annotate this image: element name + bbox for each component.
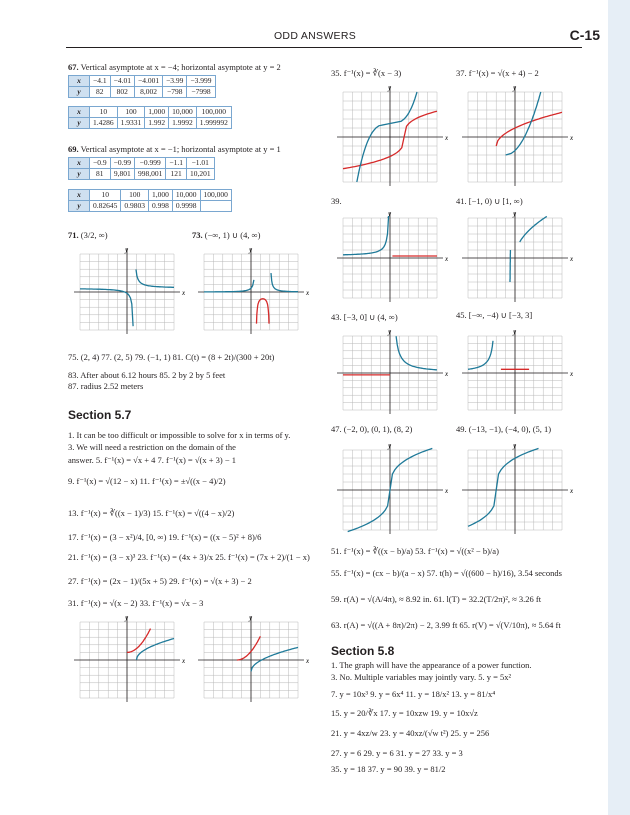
curve [496, 112, 562, 146]
header-rule [66, 47, 582, 48]
x-axis-label: x [570, 487, 574, 495]
answer-5-7-27: 27. f⁻¹(x) = (2x − 1)/(5x + 5) 29. f⁻¹(x) = √(x + 3) − 2 [68, 576, 252, 586]
answer-5-7-21: 21. f⁻¹(x) = (3 − x)³ 23. f⁻¹(x) = (4x + 3)/x 25. f⁻¹(x) = (7x + 2)/(1 − x) [68, 552, 310, 562]
x-axis-label: x [445, 255, 449, 263]
curve [237, 636, 261, 660]
curve [520, 216, 547, 242]
graph-35 [331, 82, 449, 188]
answer-87: 87. radius 2.52 meters [68, 381, 144, 391]
x-axis-label: x [445, 487, 449, 495]
answer-37: 37. f⁻¹(x) = √(x + 4) − 2 [456, 68, 539, 78]
answer-5-7-3: 3. We will need a restriction on the domain of the [68, 442, 236, 452]
graph-31 [68, 612, 186, 704]
answer-73: 73. (−∞, 1) ∪ (4, ∞) [192, 230, 261, 240]
curve [468, 448, 539, 526]
y-axis-label: y [125, 614, 129, 622]
table-row: x −4.1 −4.01 −4.001 −3.99 −3.999 [69, 76, 216, 87]
answer-5-8-1: 1. The graph will have the appearance of a power function. [331, 660, 532, 670]
table-row: y 81 9,801 998,001 121 10,201 [69, 169, 215, 180]
table-row: y 0.82645 0.9803 0.998 0.9998 [69, 201, 232, 212]
table-row: x 10 100 1,000 10,000 100,000 [69, 190, 232, 201]
curve [468, 341, 493, 370]
graph-71 [68, 244, 186, 336]
x-axis-label: x [570, 255, 574, 263]
y-axis-label: y [513, 328, 517, 336]
x-axis-label: x [570, 370, 574, 378]
answer-59-61: 59. r(A) = √(A/4π), ≈ 8.92 in. 61. l(T) = 32.2(T/2π)², ≈ 3.26 ft [331, 594, 542, 604]
y-axis-label: y [513, 84, 517, 92]
x-axis-label: x [570, 134, 574, 142]
y-axis-label: y [388, 210, 392, 218]
answer-41: 41. [−1, 0) ∪ [1, ∞) [456, 196, 523, 206]
answer-5-7-9: 9. f⁻¹(x) = √(12 − x) 11. f⁻¹(x) = ±√((x − 4)/2) [68, 476, 226, 486]
answer-5-8-15: 15. y = 20/∛x 17. y = 10xzw 19. y = 10x√z [331, 708, 478, 718]
graph-47 [331, 440, 449, 536]
graph-37 [456, 82, 574, 188]
y-axis-label: y [513, 442, 517, 450]
table-67a [68, 75, 216, 98]
answer-49: 49. (−13, −1), (−4, 0), (5, 1) [456, 424, 552, 434]
y-axis-label: y [388, 442, 392, 450]
y-axis-label: y [249, 614, 253, 622]
answer-5-8-3: 3. No. Multiple variables may jointly vary. 5. y = 5x² [331, 672, 512, 682]
graph-49 [456, 440, 574, 536]
answer-5-8-27: 27. y = 6 29. y = 6 31. y = 27 33. y = 3 [331, 748, 463, 758]
answer-63-65: 63. r(A) = √((A + 8π)/2π) − 2, 3.99 ft 65. r(V) = √(V/10π), ≈ 5.64 ft [331, 620, 561, 630]
table-69b [68, 189, 232, 212]
answer-39: 39. [331, 196, 342, 206]
answer-75-81: 75. (2, 4) 77. (2, 5) 79. (−1, 1) 81. C(t) = (8 + 2t)/(300 + 20t) [68, 352, 275, 362]
answer-5-8-21: 21. y = 4xz/w 23. y = 40xz/(√w t²) 25. y = 256 [331, 728, 490, 738]
answer-5-7-31: 31. f⁻¹(x) = √(x − 2) 33. f⁻¹(x) = √x − 3 [68, 598, 204, 608]
graph-43 [331, 326, 449, 416]
y-axis-label: y [388, 328, 392, 336]
answer-47: 47. (−2, 0), (0, 1), (8, 2) [331, 424, 413, 434]
section-5-8-heading: Section 5.8 [331, 644, 395, 658]
x-axis-label: x [306, 657, 310, 665]
curve [396, 336, 437, 370]
answer-5-8-7: 7. y = 10x³ 9. y = 6x⁴ 11. y = 18/x² 13. y = 81/x⁴ [331, 689, 496, 699]
x-axis-label: x [182, 289, 186, 297]
answer-5-8-35: 35. y = 18 37. y = 90 39. y = 81/2 [331, 764, 446, 774]
graph-45 [456, 326, 574, 416]
y-axis-label: y [388, 84, 392, 92]
table-row: y 82 802 8,002 −798 −7998 [69, 87, 216, 98]
curve [271, 273, 298, 292]
answer-5-7-13: 13. f⁻¹(x) = ∛((x − 1)/3) 15. f⁻¹(x) = √((4 − x)/2) [68, 508, 235, 518]
table-row: y 1.4286 1.9331 1.992 1.9992 1.999992 [69, 118, 232, 129]
table-67b [68, 106, 232, 129]
table-row: x −0.9 −0.99 −0.999 −1.1 −1.01 [69, 158, 215, 169]
curve [257, 299, 270, 324]
x-axis-label: x [445, 370, 449, 378]
graph-73 [192, 244, 310, 336]
page-edge-strip [608, 0, 630, 815]
curve [204, 280, 254, 292]
x-axis-label: x [445, 134, 449, 142]
curve [80, 289, 133, 326]
graph-39 [331, 208, 449, 304]
page-number: C-15 [569, 27, 600, 43]
curve [343, 216, 389, 255]
answer-55-57: 55. f⁻¹(x) = (cx − b)/(a − x) 57. t(h) = √((600 − h)/16), 3.54 seconds [331, 568, 562, 578]
section-5-7-heading: Section 5.7 [68, 408, 132, 422]
answer-5-7-1: 1. It can be too difficult or impossible to solve for x in terms of y. [68, 430, 291, 440]
answer-35: 35. f⁻¹(x) = ∛(x − 3) [331, 68, 402, 78]
curve [506, 92, 541, 155]
table-69a [68, 157, 215, 180]
answer-67: 67. Vertical asymptote at x = −4; horizontal asymptote at y = 2 [68, 62, 281, 72]
answer-5-7-17: 17. f⁻¹(x) = (3 − x²)/4, [0, ∞) 19. f⁻¹(x) = ((x − 5)² + 8)/6 [68, 532, 262, 542]
y-axis-label: y [125, 246, 129, 254]
answer-43: 43. [−3, 0] ∪ (4, ∞) [331, 312, 398, 322]
x-axis-label: x [306, 289, 310, 297]
y-axis-label: y [249, 246, 253, 254]
running-header: ODD ANSWERS [273, 30, 357, 42]
table-row: x 10 100 1,000 10,000 100,000 [69, 107, 232, 118]
answer-51-53: 51. f⁻¹(x) = ∛((x − b)/a) 53. f⁻¹(x) = √((x² − b)/a) [331, 546, 499, 556]
x-axis-label: x [182, 657, 186, 665]
answer-69: 69. Vertical asymptote at x = −1; horizontal asymptote at y = 1 [68, 144, 281, 154]
graph-41 [456, 208, 574, 304]
answer-5-7-3b: answer. 5. f⁻¹(x) = √x + 4 7. f⁻¹(x) = √(x + 3) − 1 [68, 455, 236, 465]
answer-83-85: 83. After about 6.12 hours 85. 2 by 2 by 5 feet [68, 370, 226, 380]
y-axis-label: y [513, 210, 517, 218]
answer-45: 45. [−∞, −4) ∪ [−3, 3] [456, 310, 533, 320]
answer-71: 71. (3/2, ∞) [68, 230, 108, 240]
graph-33 [192, 612, 310, 704]
